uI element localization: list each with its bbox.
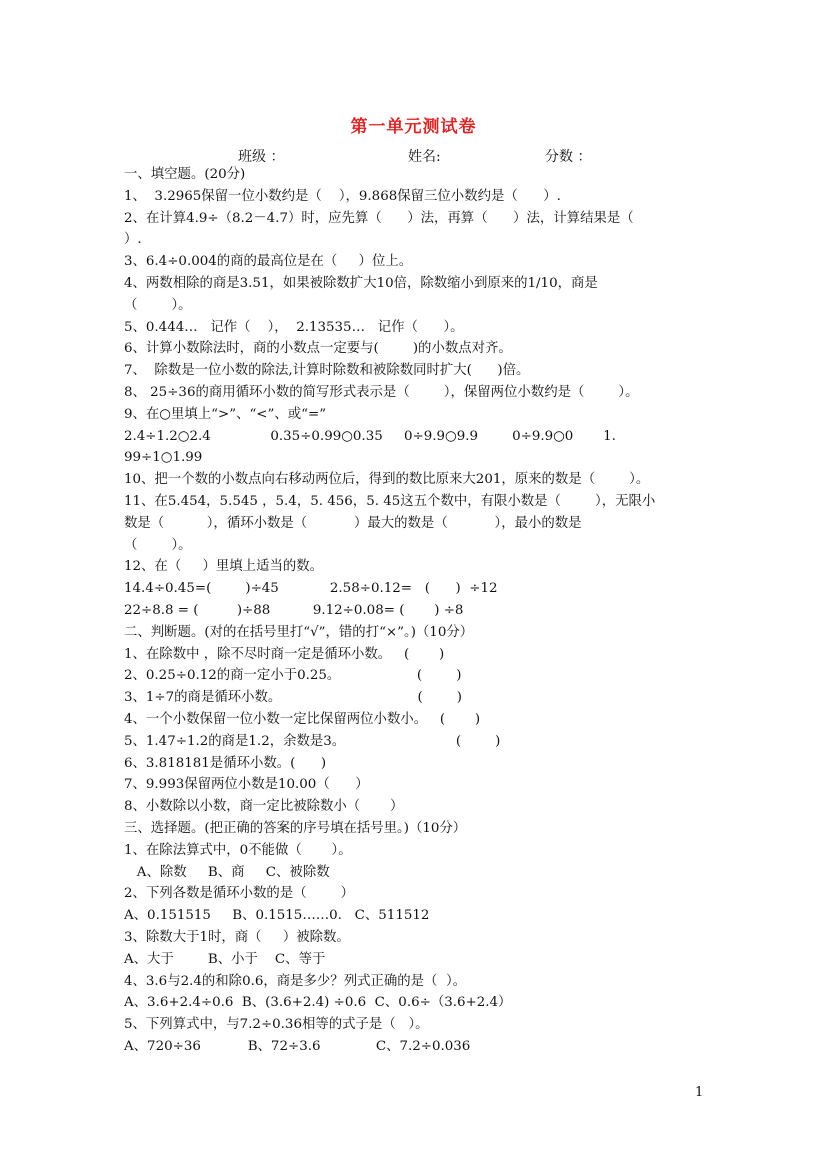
- question-line: 5、下列算式中，与7.2÷0.36相等的式子是（ ）。: [124, 1017, 429, 1033]
- question-line: 6、计算小数除法时，商的小数点一定要与( )的小数点对齐。: [124, 341, 512, 357]
- question-line: 99÷1○1.99: [124, 450, 203, 466]
- question-line: 4、两数相除的商是3.51，如果被除数扩大10倍，除数缩小到原来的1/10，商是: [124, 276, 598, 291]
- question-line: 14.4÷0.45=( )÷45 2.58÷0.12= ( ) ÷12: [124, 581, 498, 597]
- question-line: A、720÷36 B、72÷3.6 C、7.2÷0.036: [124, 1039, 471, 1054]
- question-line: 10、把一个数的小数点向右移动两位后，得到的数比原来大201，原来的数是（ ）。: [124, 472, 650, 488]
- question-line: 12、在（ ）里填上适当的数。: [124, 559, 324, 575]
- question-line: ）.: [124, 232, 142, 248]
- name-label: 姓名:: [408, 149, 441, 165]
- question-line: 6、3.818181是循环小数。( ): [124, 755, 327, 771]
- question-line: （ ）。: [124, 297, 192, 313]
- question-line: A、3.6+2.4÷0.6 B、(3.6+2.4) ÷0.6 C、0.6÷（3.6+2.4）: [124, 995, 512, 1011]
- question-line: 7、 除数是一位小数的除法,计算时除数和被除数同时扩大( )倍。: [124, 363, 530, 379]
- question-line: 三、选择题。(把正确的答案的序号填在括号里。)（10分）: [124, 821, 467, 836]
- question-line: （ ）。: [124, 537, 192, 553]
- question-line: 3、1÷7的商是循环小数。 ( ): [124, 690, 463, 706]
- student-info-row: [0, 146, 827, 166]
- question-line: 一、填空题。(20分): [124, 167, 246, 182]
- question-line: 2、在计算4.9÷（8.2－4.7）时，应先算（ ）法，再算（ ）法，计算结果是（: [124, 210, 634, 226]
- question-line: 4、3.6与2.4的和除0.6，商是多少？列式正确的是（ ）。: [124, 973, 467, 989]
- question-line: 5、1.47÷1.2的商是1.2，余数是3。 ( ): [124, 733, 501, 749]
- question-line: 5、0.444… 记作（ ）， 2.13535… 记作（ ）。: [124, 319, 464, 335]
- question-line: 数是（ ），循环小数是（ ）最大的数是（ ），最小的数是: [124, 515, 582, 531]
- score-label: 分数 ：: [545, 149, 592, 165]
- question-line: A、0.151515 B、0.1515……0. C、511512: [124, 908, 430, 924]
- question-line: 2.4÷1.2○2.4 0.35÷0.99○0.35 0÷9.9○9.9 0÷9.9○0 1.: [124, 428, 616, 444]
- question-line: 3、除数大于1时，商（ ）被除数。: [124, 930, 350, 945]
- question-line: 4、一个小数保留一位小数一定比保留两位小数小。 ( ): [124, 712, 481, 727]
- question-line: 9、在○里填上“>”、“<”、或“=”: [124, 406, 327, 422]
- question-line: 11、在5.454，5.545 ，5.4，5. 456，5. 45这五个数中，有限小数是（ ），无限小: [124, 494, 656, 509]
- question-line: 8、 25÷36的商用循环小数的简写形式表示是（ ），保留两位小数约是（ ）。: [124, 385, 639, 400]
- question-line: 2、下列各数是循环小数的是（ ）: [124, 886, 355, 902]
- question-line: 1、在除法算式中，0不能做（ ）。: [124, 842, 352, 858]
- question-line: 22÷8.8 = ( )÷88 9.12÷0.08= ( ) ÷8: [124, 603, 464, 618]
- question-line: 7、9.993保留两位小数是10.00（ ）: [124, 777, 369, 793]
- question-line: 3、6.4÷0.004的商的最高位是在（ ）位上。: [124, 254, 413, 270]
- question-line: 1、 3.2965保留一位小数约是（ ），9.868保留三位小数约是（ ）.: [124, 188, 561, 204]
- page-number: 1: [695, 1085, 704, 1100]
- question-line: A、大于 B、小于 C、等于: [124, 951, 326, 967]
- class-label: 班级 ：: [238, 149, 285, 165]
- question-line: 二、判断题。(对的在括号里打“√”，错的打“×”。)（10分）: [124, 624, 474, 640]
- question-line: 2、0.25÷0.12的商一定小于0.25。 ( ): [124, 668, 462, 684]
- page-title: 第一单元测试卷: [350, 117, 477, 137]
- question-line: 1、在除数中 ，除不尽时商一定是循环小数。 ( ): [124, 646, 445, 662]
- question-line: 8、小数除以小数，商一定比被除数小（ ）: [124, 799, 404, 815]
- question-line: A、除数 B、商 C、被除数: [124, 864, 330, 880]
